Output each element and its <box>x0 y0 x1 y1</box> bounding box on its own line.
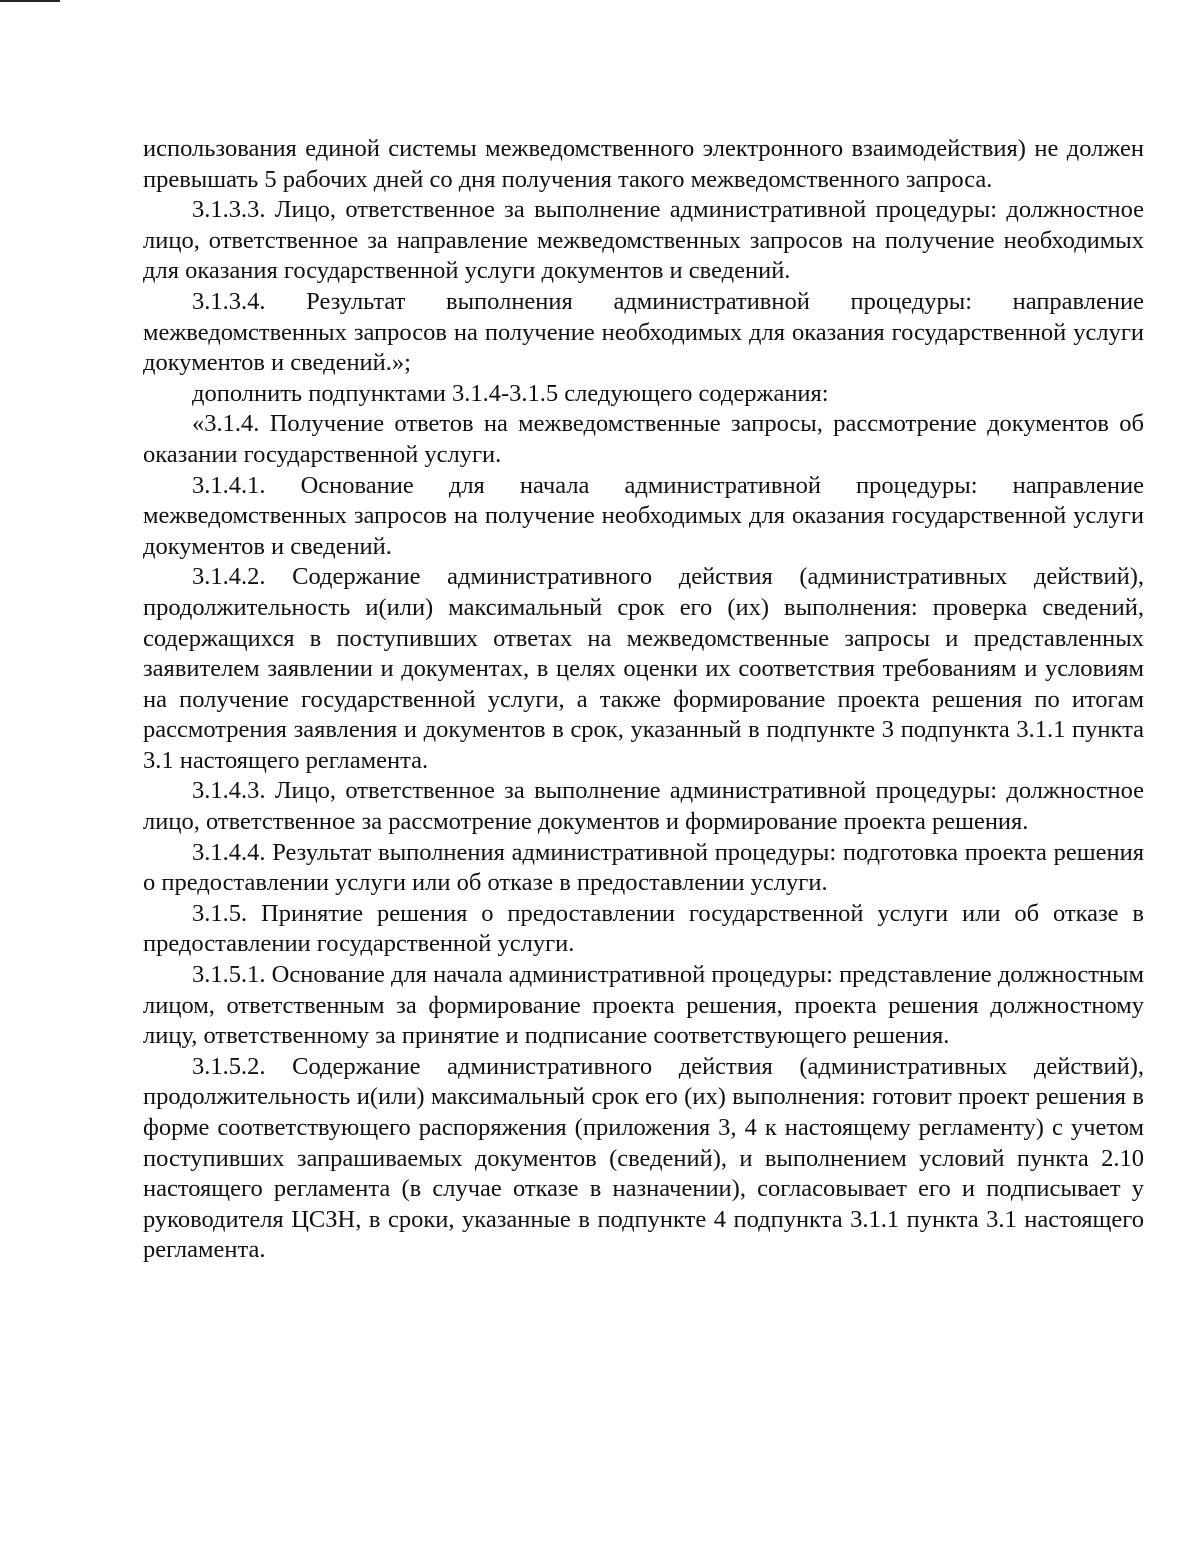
paragraph: 3.1.5. Принятие решения о предоставлении государственной услуги или об отказе в предоставлении государственной услуги. <box>143 899 1144 958</box>
paragraph: «3.1.4. Получение ответов на межведомственные запросы, рассмотрение документов об оказании государственной услуги. <box>143 410 1144 468</box>
paragraph: 3.1.4.3. Лицо, ответственное за выполнение административной процедуры: должностное лицо, ответственное за рассмотрение документов и формирование проекта решения. <box>143 777 1144 836</box>
paragraph: 3.1.5.2. Содержание административного действия (административных действий), продолжительность и(или) максимальный срок его (их) выполнения: готовит проект решения в форме соответствующего распоряжения (приложения 3, 4 к настоящему регламенту) с учетом поступивших запрашиваемых документов (сведений), и выполнением условий пункта 2.10 настоящего регламента (в случае отказе в назначении), согласовывает его и подписывает у руководителя ЦСЗН, в сроки, указанные в подпункте 4 подпункта 3.1.1 пункта 3.1 настоящего регламента. <box>143 1052 1144 1264</box>
paragraph: 3.1.4.4. Результат выполнения административной процедуры: подготовка проекта решения о предоставлении услуги или об отказе в предоставлении услуги. <box>143 838 1144 897</box>
paragraph: использования единой системы межведомственного электронного взаимодействия) не должен превышать 5 рабочих дней со дня получения такого межведомственного запроса. <box>143 135 1144 193</box>
paragraph: дополнить подпунктами 3.1.4-3.1.5 следующего содержания: <box>192 379 829 407</box>
paragraph: 3.1.3.4. Результат выполнения административной процедуры: направление межведомственных запросов на получение необходимых для оказания государственной услуги документов и сведений.»; <box>143 287 1144 377</box>
paragraph: 3.1.3.3. Лицо, ответственное за выполнение административной процедуры: должностное лицо, ответственное за направление межведомственных запросов на получение необходимых для оказания государственной услуги документов и сведений. <box>143 196 1144 285</box>
document-body <box>143 134 1144 1266</box>
paragraph: 3.1.4.1. Основание для начала административной процедуры: направление межведомственных запросов на получение необходимых для оказания государственной услуги документов и сведений. <box>143 471 1144 560</box>
paragraph: 3.1.4.2. Содержание административного действия (административных действий), продолжительность и(или) максимальный срок его (их) выполнения: проверка сведений, содержащихся в поступивших ответах на межведомственные запросы и представленных заявителем заявлении и документах, в целях оценки их соответствия требованиям и условиям на получение государственной услуги, а также формирование проекта решения по итогам рассмотрения заявления и документов в срок, указанный в подпункте 3 подпункта 3.1.1 пункта 3.1 настоящего регламента. <box>143 563 1144 774</box>
paragraph: 3.1.5.1. Основание для начала административной процедуры: представление должностным лицом, ответственным за формирование проекта решения, проекта решения должностному лицу, ответственному за принятие и подписание соответствующего решения. <box>143 961 1144 1050</box>
scan-edge-mark <box>0 0 60 2</box>
